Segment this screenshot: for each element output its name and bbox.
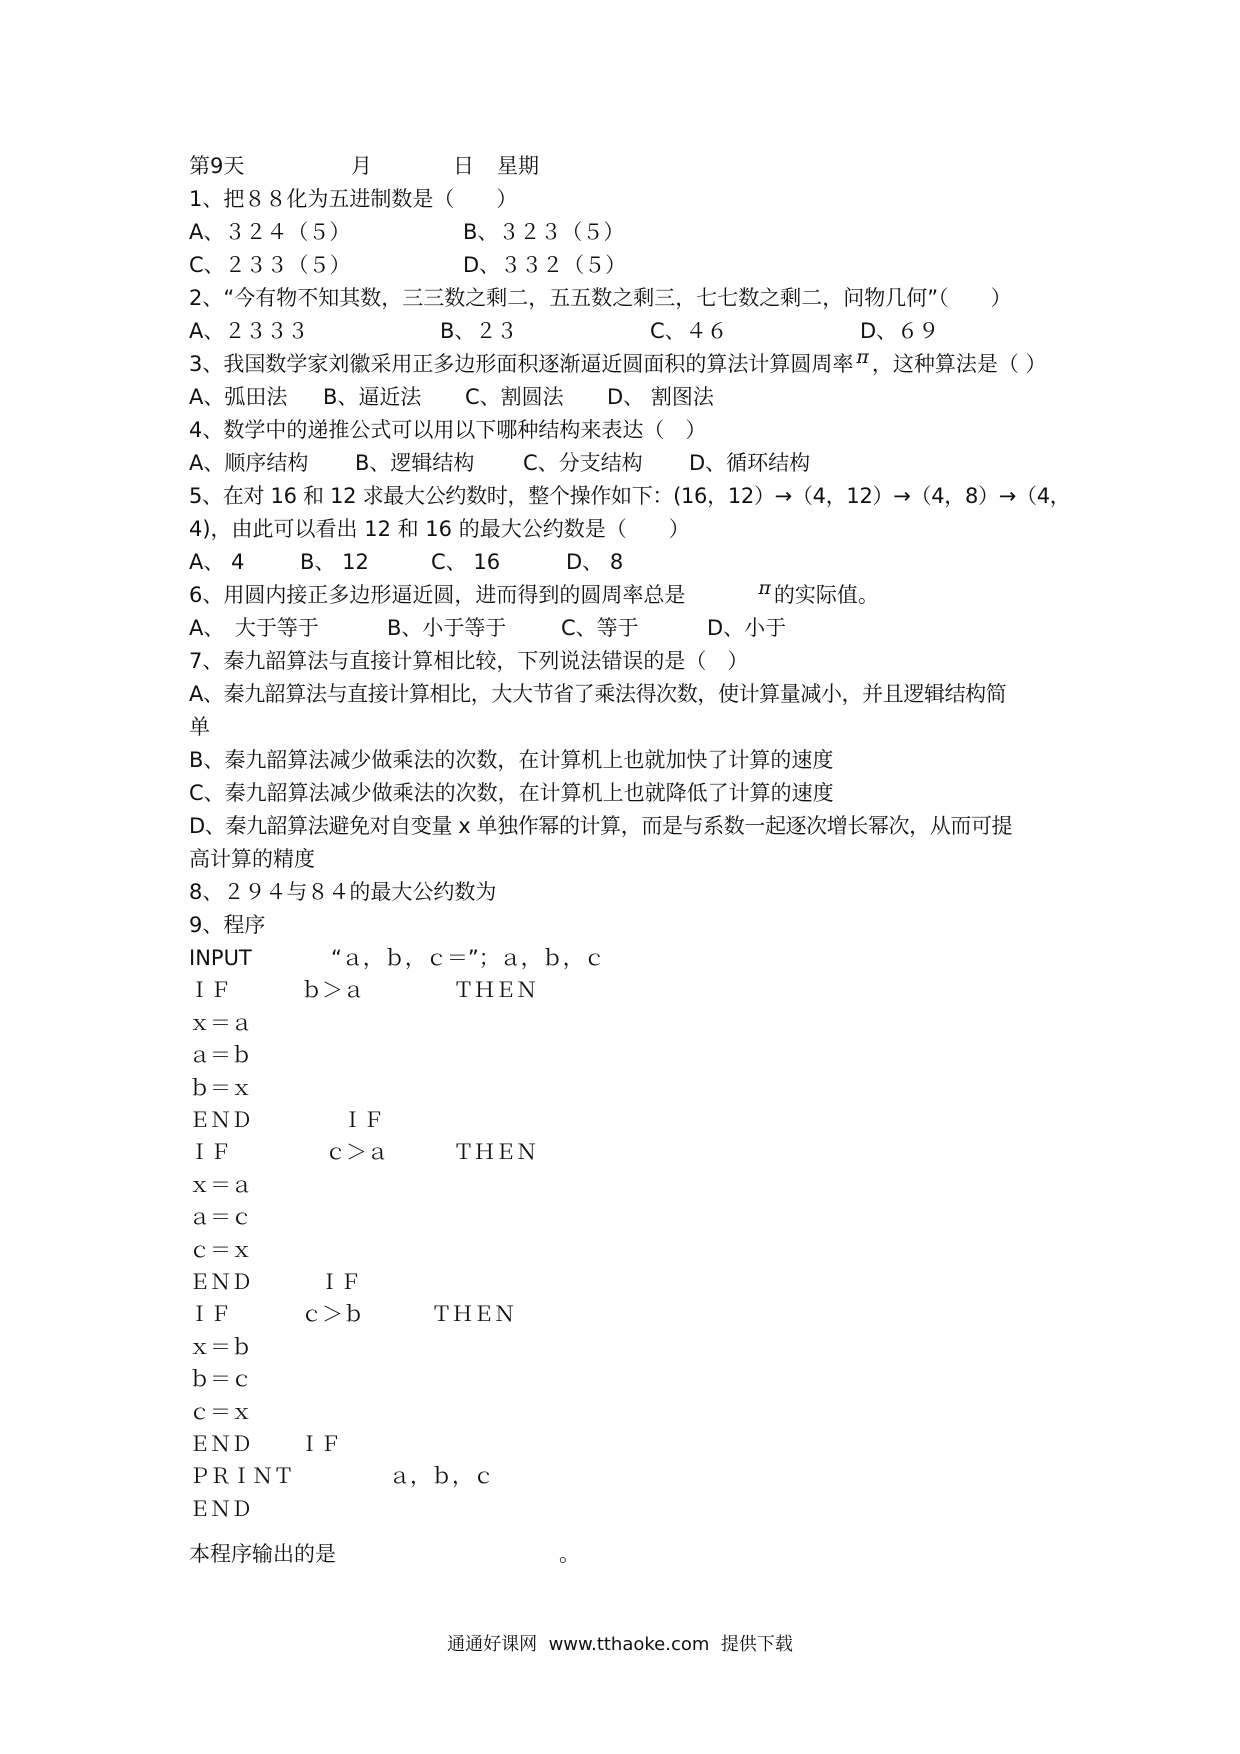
code-keyword: ａ＝ｂ — [189, 1043, 252, 1068]
q3-option-d: D、 割图法 — [607, 385, 714, 409]
code-then: ＴＨＥＮ — [453, 978, 537, 1003]
q7-option-d-line2: 高计算的精度 — [189, 847, 315, 871]
code-expression: ａ，ｂ，ｃ — [389, 1464, 494, 1489]
q2-option-a: A、２３３３ — [189, 319, 309, 343]
q4-option-a: A、顺序结构 — [189, 451, 309, 475]
question-8-stem: 8、２９４与８４的最大公约数为 — [189, 880, 497, 904]
q5-option-b: B、 12 — [300, 550, 369, 574]
code-then: ＴＨＥＮ — [453, 1140, 537, 1165]
q2-option-c: C、４６ — [650, 319, 728, 343]
q6-option-d: D、小于 — [707, 616, 787, 640]
code-keyword: ａ＝ｃ — [189, 1205, 252, 1230]
code-keyword: ｘ＝ａ — [189, 1010, 252, 1035]
question-2-stem: 2、“今有物不知其数，三三数之剩二，五五数之剩三，七七数之剩二，问物几何”（ ） — [189, 286, 1012, 310]
q4-option-c: C、分支结构 — [523, 451, 643, 475]
q6-option-b: B、小于等于 — [387, 616, 507, 640]
q7-option-c: C、秦九韶算法减少做乘法的次数，在计算机上也就降低了计算的速度 — [189, 781, 834, 805]
question-7-stem: 7、秦九韶算法与直接计算相比较，下列说法错误的是（ ） — [189, 649, 749, 673]
q2-option-b: B、２３ — [440, 319, 518, 343]
code-keyword: ＰＲＩＮＴ — [189, 1464, 294, 1489]
code-keyword: ＩＦ — [189, 978, 231, 1003]
code-then: ＴＨＥＮ — [431, 1302, 515, 1327]
q7-option-b: B、秦九韶算法减少做乘法的次数，在计算机上也就加快了计算的速度 — [189, 748, 834, 772]
question-5-line1: 5、在对 16 和 12 求最大公约数时，整个操作如下：(16，12）→（4，12）→（4，8）→（4， — [189, 484, 1071, 508]
q7-option-d-line1: D、秦九韶算法避免对自变量 x 单独作幂的计算，而是与系数一起逐次增长幂次，从而可提 — [189, 814, 1013, 838]
code-expression: ＩＦ — [299, 1432, 341, 1456]
q3-option-c: C、割圆法 — [465, 385, 564, 409]
q5-option-a: A、 4 — [189, 550, 245, 574]
output-period: 。 — [559, 1542, 580, 1566]
q3-stem-start: 3、我国数学家刘徽采用正多边形面积逐渐逼近圆面积的算法计算圆周率 — [189, 352, 854, 376]
question-5-line2: 4)，由此可以看出 12 和 16 的最大公约数是（ ） — [189, 517, 690, 541]
code-keyword: ｘ＝ｂ — [189, 1334, 252, 1359]
code-expression: “ａ，ｂ，ｃ＝”；ａ，ｂ，ｃ — [331, 946, 605, 970]
question-9-stem: 9、程序 — [189, 913, 266, 937]
q1-option-a: A、３２４（５） — [189, 220, 351, 244]
q7-option-a-line2: 单 — [189, 715, 210, 739]
code-keyword: ＥＮＤ — [189, 1432, 252, 1456]
day-label: 第9天 — [189, 154, 245, 178]
question-6-stem — [189, 577, 879, 610]
code-keyword: ｃ＝ｘ — [189, 1237, 252, 1262]
code-keyword: ＥＮＤ — [189, 1108, 252, 1132]
code-expression: ｂ＞ａ — [301, 978, 364, 1003]
q4-option-d: D、循环结构 — [689, 451, 811, 475]
weekday-label: 星期 — [497, 154, 539, 178]
code-keyword: ｃ＝ｘ — [189, 1399, 252, 1424]
q6-stem-start: 6、用圆内接正多边形逼近圆，进而得到的圆周率总是 — [189, 583, 686, 607]
code-keyword: INPUT — [189, 946, 252, 970]
question-3-stem — [189, 346, 1047, 379]
code-keyword: ｂ＝ｃ — [189, 1367, 252, 1392]
q1-option-c: C、２３３（５） — [189, 253, 351, 277]
q2-option-d: D、６９ — [860, 319, 940, 343]
month-label: 月 — [351, 154, 372, 178]
q1-option-b: B、３２３（５） — [463, 220, 625, 244]
pi-symbol: π — [856, 346, 869, 368]
code-expression: ｃ＞ｂ — [301, 1302, 364, 1327]
code-keyword: ＩＦ — [189, 1302, 231, 1327]
code-keyword: ＥＮＤ — [189, 1270, 252, 1294]
q6-option-c: C、等于 — [561, 616, 639, 640]
date-label: 日 — [453, 154, 474, 178]
question-4-stem: 4、数学中的递推公式可以用以下哪种结构来表达（ ） — [189, 418, 707, 442]
code-keyword: ｂ＝ｘ — [189, 1075, 252, 1100]
pi-symbol: π — [758, 577, 771, 599]
question-1-stem: 1、把８８化为五进制数是（ ） — [189, 187, 518, 211]
q7-option-a-line1: A、秦九韶算法与直接计算相比，大大节省了乘法得次数，使计算量减小，并且逻辑结构简 — [189, 682, 1007, 706]
code-keyword: ＩＦ — [189, 1140, 231, 1165]
output-prompt: 本程序输出的是 — [189, 1542, 336, 1566]
q5-option-c: C、 16 — [431, 550, 501, 574]
q6-stem-end: 的实际值。 — [773, 583, 879, 607]
code-expression: ＩＦ — [342, 1108, 384, 1132]
footer-source: 通通好课网 www.tthaoke.com 提供下载 — [447, 1634, 793, 1655]
q3-option-a: A、弧田法 — [189, 385, 288, 409]
q4-option-b: B、逻辑结构 — [355, 451, 475, 475]
code-expression: ｃ＞ａ — [325, 1140, 388, 1165]
q3-option-b: B、逼近法 — [323, 385, 422, 409]
q1-option-d: D、３３２（５） — [463, 253, 627, 277]
q6-option-a: A、 大于等于 — [189, 616, 319, 640]
code-keyword: ｘ＝ａ — [189, 1172, 252, 1197]
code-keyword: ＥＮＤ — [189, 1496, 252, 1521]
code-expression: ＩＦ — [319, 1270, 361, 1294]
q3-stem-end: ，这种算法是（ ） — [871, 352, 1047, 376]
q5-option-d: D、 8 — [566, 550, 624, 574]
